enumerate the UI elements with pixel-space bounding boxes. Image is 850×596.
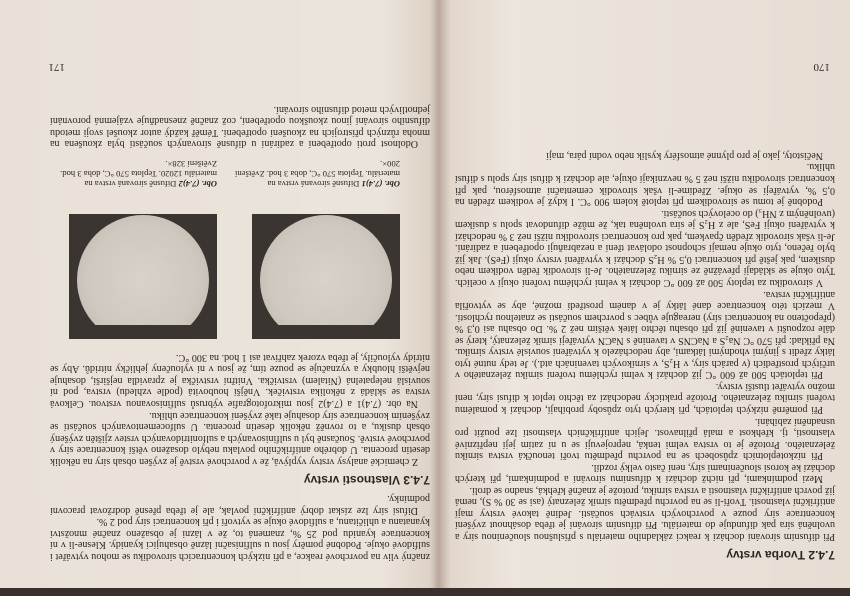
caption-text: Difusně sírovaná vrstva na materiálu. Teplota 570 °C, doba 3 hod. Zvětšení 200×. [235, 159, 400, 190]
figures [50, 189, 430, 339]
section-heading: 7.4.3 Vlastnosti vrstvy [303, 472, 430, 487]
paragraph: Z chemické analysy vrstvy vyplývá, že v povrchové vrstvě je zvýšen obsah síry na několik desetin procenta. U dobrého antifrikčního povlaku nebylo dosaženo větší koncentrace síry v povrchové vrstvě. Současně byl u sulfinisovaných a sulfonitridovaných vrstev zjištěn zvýšený obsah dusíku, a to rovněž několik desetin procenta. U sulfocementovaných součástí se zvýšením koncentrace síry dosahuje také zvýšení koncentrace uhlíku. [50, 409, 430, 467]
page-170 [455, 149, 835, 562]
paragraph: značný vliv na povrchové reakce, a při nízkých koncentracích sirovodíku se mohou vytvářet i sulfidové okuje. Podobné poměry jsou u sulfinisační lázně obsahující kyanidy. Klesne-li v ní koncentrace kyanidu pod 25 %, znamená to, že v lázni je obsaženo značné množství kyanatanu a uhličitanu, a sulfidové okuje se vytvoří i při koncentraci síry pod 2 %. [50, 516, 430, 562]
paragraph: Nečistoty, jako je pro plynné atmosféry kyslík nebo vodní pára, mají [546, 149, 823, 161]
section-heading: 7.4.2 Tvorba vrstvy [726, 548, 835, 562]
paragraph: Odolnost proti opotřebení a zadírání u difusně sírovaných součástí byla zkoušena na mnoha různých přístrojích na zkoušení opotřebení. Téměř každý autor zkoušel svoji metodu difusního sírování jinou zkouškou opotřebení, což značně znesnadňuje vzájemná porovnání jednotlivých metod difusního sírování. [50, 103, 430, 150]
figure-caption [235, 159, 400, 189]
page-number: 170 [813, 61, 830, 73]
paragraph: Mezi podmínkami, při nichž dochází k difusnímu sírování a podmínkami, při kterých dochází ke korosi sloučeninami síry, není často velký rozdíl. [455, 461, 835, 485]
paragraph: Při nízkoteplotních způsobech se na povrchu předmětu tvoří tenoučká vrstva sirníku železnatého. Protože je to vrstva velmi tenká, neprojevují se u ní zatím její nepříznivé vlastnosti, tj. křehkost a malá přilnavost. Jejích antifrikčních vlastností lze použít pro usnadnění zabíhání. [455, 415, 835, 462]
figure-label: Obr. (7.4)2 [178, 179, 217, 190]
page-edge [0, 588, 850, 596]
paragraph: V sirovodíku za teploty 500 až 600 °C dochází k velmi rychlému tvoření okují v ocelích. Tyto okuje se skládají převážně ze sirníku železnatého. Je-li sirovodík ředěn vodíkem nebo dusíkem, pak ještě při koncentraci 0,5 % H₂S dochází k vytváření vrstvy okují (FeS). Jak již bylo řečeno, tyto okuje nemají schopnost odolávat tření a nezabraňují opotřebení a zadírání. Je-li však sirovodík zředěn čpavkem, pak pro koncentraci sirovodíku nižší než 3 % nedochází k vytváření okují FeS, ale z H₂S je síra uvolněna tak, že může difundovat spolu s dusíkem (uvolněným z NH₃) do ocelových součástí. [455, 207, 835, 288]
page-number: 171 [48, 61, 65, 73]
paragraph: Podobně je tomu se sirovodíkem při teplotě kolem 900 °C. I když je vodíkem zředěn na 0,5 %, vytvářejí se okuje. Zředíme-li však sirovodík cementační atmosférou, pak při koncentraci sirovodíku nižší než 5 % nevznikají okuje, ale dochází k difusi síry spolu s difusí uhlíku. [455, 161, 835, 208]
paragraph: Na obr. (7.4)1 a (7.4)2 jsou mikrofotografie výbrusů sulfinisovanou vrstvou. Celková vrstva se skládá z několika vrstviček. Vnější houbovitá (podle vzhledu) vrstva, pod ní souvislá nelepatelná (Nitalem) vrstvička. Vnitřní vrstvička je zpravidla nejširší, dosahuje největší hloubky a vyznačuje se pouze tím, že jsou v ní vyloučeny jehličky nitridů. Aby se nitridy vyloučily, je třeba vzorek zahřívat asi 1 hod. na 300 °C. [50, 351, 430, 409]
page-171 [50, 103, 430, 562]
micrograph-photo-1 [252, 214, 400, 339]
paragraph: Při poměrně nízkých teplotách, při kterých tyto způsoby probíhají, dochází k pomalému tvoření sirníku železnatého. Protože prakticky nedochází za těchto teplot k difusi síry, není možno vytvářet tlustší vrstvy. [455, 380, 835, 415]
caption-text: Difusně sírovaná vrstva na materiálu 12020. Teplota 570 °C, doba 3 hod. Zvětšení 328×. [60, 159, 217, 190]
figure-caption [52, 159, 217, 189]
paragraph: Difusí síry lze získat dobrý antifrikční povlak, ale je třeba přesně dodržovat pracovní podmínky. [50, 493, 430, 516]
figure-captions [50, 149, 430, 189]
paragraph: Při teplotách 500 až 600 °C již dochází k velmi rychlému tvoření sirníku železnatého v určitých prostředích (v parách síry, v H₂S, v sirníkových taveninách atd.). Je tedy nutné tyto látky zředit s jinými vhodnými látkami, aby nedocházelo k vytváření souvislé vrstvy sirníku. Na příklad: při 570 °C Na₂S a NaCNS v tavenině s NaCN vytvářejí sirník železnatý, který se dále rozpouští v tavenině již při obsahu těchto látek větším než 2 %. Do obsahu asi 0,3 % (přepočteno na koncentraci síry) nereaguje vůbec s povrchem součásti se znatelnou rychlostí. V mezích této koncentrace dané látky je v daném prostředí možné, aby se vytvořila antifrikční vrstva. [455, 288, 835, 381]
figure-label: Obr. (7.4)1 [361, 179, 400, 190]
micrograph-photo-2 [69, 214, 217, 339]
paragraph: Při difusním sírování dochází k reakci základního materiálu s příslušnou sloučeninou síry a uvolněná síra pak difunduje do materiálu. Při difusním sírování je třeba dosáhnout zvýšení koncentrace síry pouze v povrchových vrstvách součásti. Jedině takové vrstvy mají antifrikční vlastnosti. Tvoří-li se na povrchu předmětu sirník železnatý (asi se 30 % S), nemá již povrch antifrikční vlastnosti a vrstva sirníku, protože je značně křehká, snadno se drolí. [455, 484, 835, 542]
